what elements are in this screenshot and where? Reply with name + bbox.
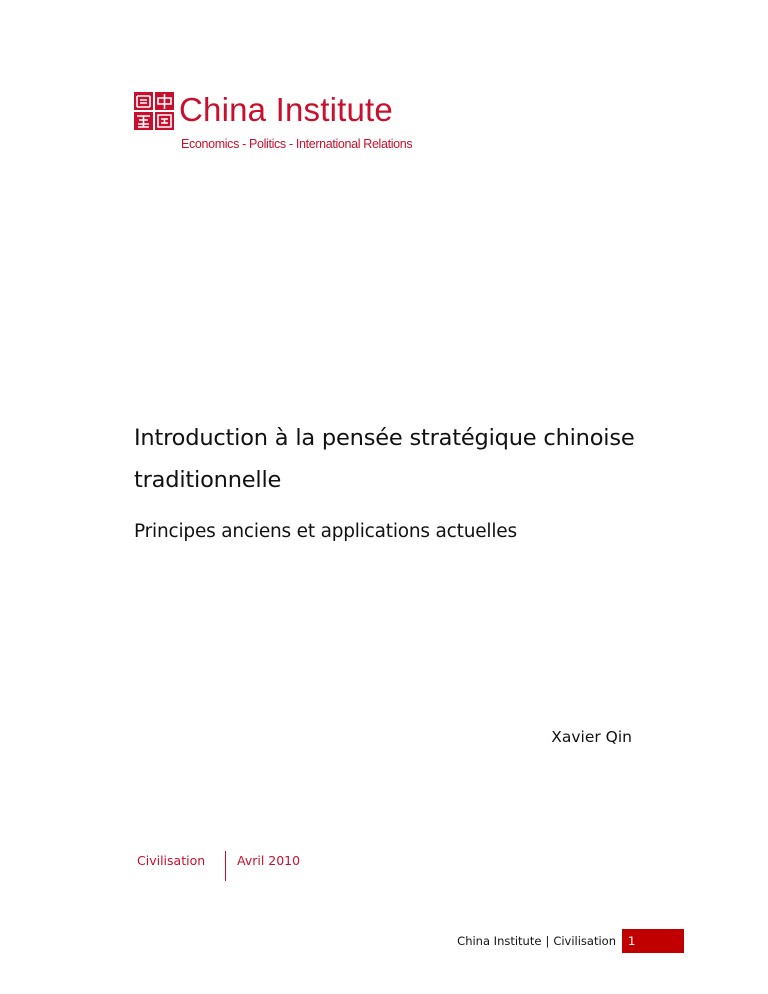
seal-icon	[134, 92, 174, 130]
footer-separator: |	[545, 934, 550, 948]
footer-section: Civilisation	[553, 934, 616, 948]
page-number: 1	[622, 929, 684, 953]
document-subtitle: Principes anciens et applications actuelles	[134, 521, 517, 542]
footer-text	[457, 934, 622, 948]
meta-divider	[225, 851, 226, 881]
date-label: Avril 2010	[237, 853, 301, 868]
page-footer	[457, 929, 684, 953]
brand-name: China Institute	[179, 91, 393, 128]
brand-tagline: Economics - Politics - International Relations	[181, 137, 413, 151]
china-institute-logo	[134, 92, 434, 156]
author-name: Xavier Qin	[551, 728, 632, 746]
document-title: Introduction à la pensée stratégique chinoise traditionnelle	[134, 425, 635, 493]
category-label: Civilisation	[137, 853, 206, 868]
footer-org: China Institute	[457, 934, 542, 948]
